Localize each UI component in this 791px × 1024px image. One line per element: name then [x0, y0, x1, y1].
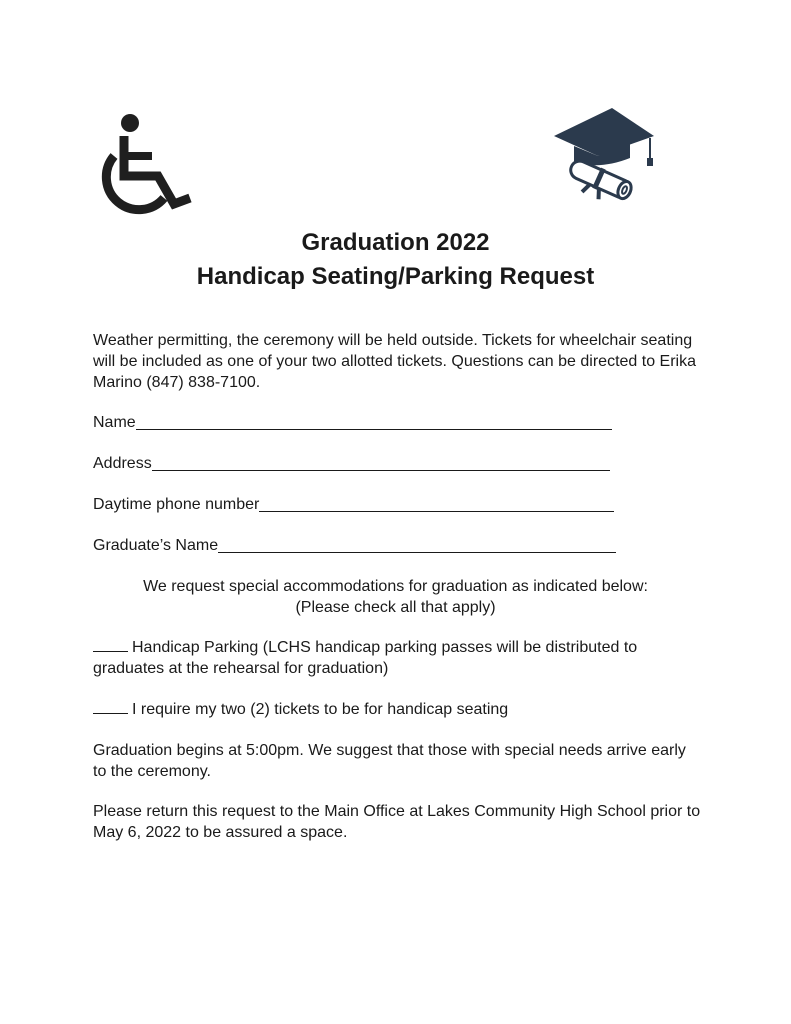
- request-statement: We request special accommodations for graduation as indicated below:: [143, 578, 648, 595]
- address-blank-line[interactable]: [152, 454, 610, 471]
- name-field[interactable]: [93, 412, 612, 433]
- seating-option-text: I require my two (2) tickets to be for handicap seating: [132, 701, 509, 718]
- address-field[interactable]: [93, 453, 610, 474]
- graduation-cap-diploma-icon: [550, 104, 658, 206]
- parking-check-blank[interactable]: [93, 637, 128, 652]
- graduate-name-label: Graduate’s Name: [93, 537, 219, 554]
- graduate-name-field[interactable]: [93, 535, 616, 556]
- graduate-name-blank-line[interactable]: [218, 536, 616, 553]
- page-subtitle: Handicap Seating/Parking Request: [196, 263, 595, 290]
- phone-field[interactable]: [93, 494, 614, 515]
- wheelchair-icon: [98, 112, 194, 218]
- name-blank-line[interactable]: [136, 413, 612, 430]
- intro-paragraph: Weather permitting, the ceremony will be held outside. Tickets for wheelchair seating will be included as one of your two allotted tickets. Questions can be directed to Erika Marino (847) 838-7100.: [93, 332, 696, 391]
- phone-blank-line[interactable]: [259, 495, 614, 512]
- begins-note: Graduation begins at 5:00pm. We suggest that those with special needs arrive early to the ceremony.: [93, 742, 686, 780]
- page-title: Graduation 2022: [301, 229, 490, 256]
- option-handicap-parking[interactable]: [93, 637, 703, 679]
- phone-label: Daytime phone number: [93, 496, 260, 513]
- request-instruction: (Please check all that apply): [295, 599, 496, 616]
- name-label: Name: [93, 414, 136, 431]
- address-label: Address: [93, 455, 152, 472]
- parking-option-text: Handicap Parking (LCHS handicap parking passes will be distributed to graduates at the rehearsal for graduation): [93, 639, 638, 677]
- option-handicap-seating[interactable]: [93, 699, 703, 720]
- return-note: Please return this request to the Main Office at Lakes Community High School prior to May 6, 2022 to be assured a space.: [93, 803, 701, 841]
- seating-check-blank[interactable]: [93, 699, 128, 714]
